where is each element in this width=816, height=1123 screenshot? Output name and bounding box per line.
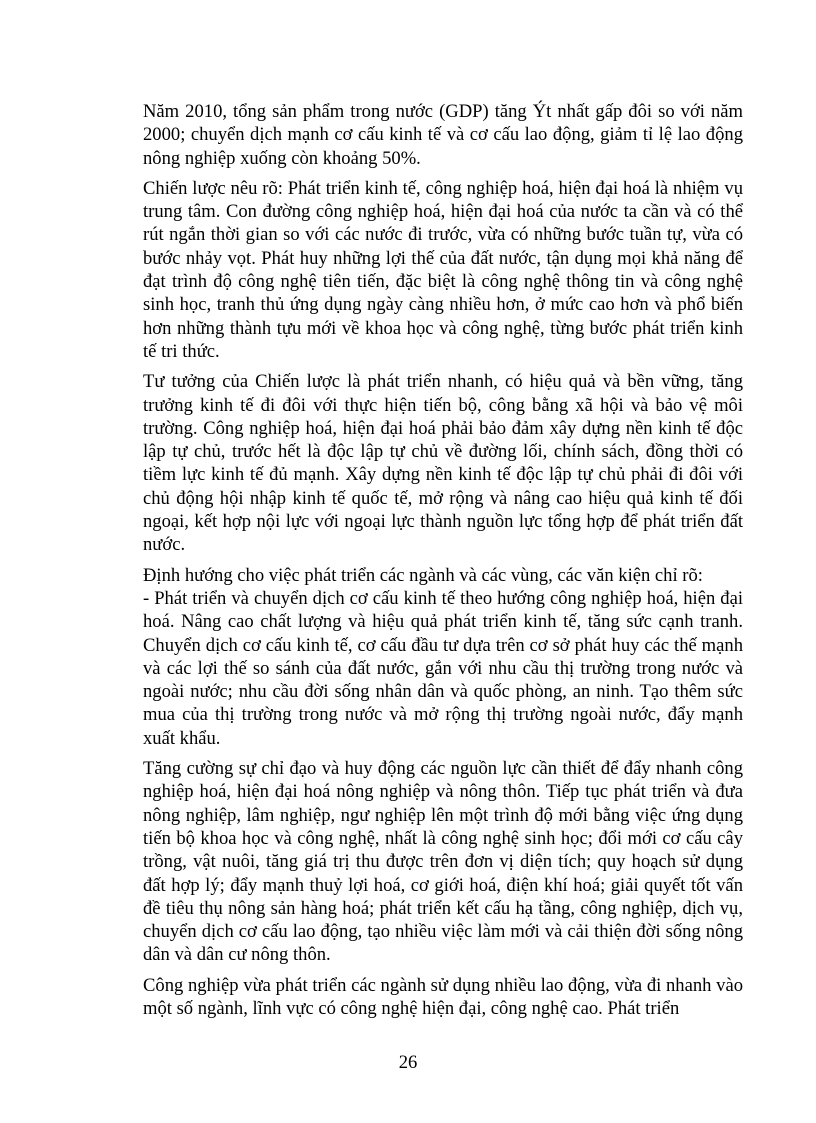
paragraph-industry: Công nghiệp vừa phát triển các ngành sử dụng nhiều lao động, vừa đi nhanh vào một số ngành, lĩnh vực có công nghệ hiện đại, công nghệ cao. Phát triển xyxy=(143,974,743,1019)
paragraph-strategy-industrialization: Chiến lược nêu rõ: Phát triển kinh tế, công nghiệp hoá, hiện đại hoá là nhiệm vụ trung tâm. Con đường công nghiệp hoá, hiện đại hoá của nước ta cần và có thể rút ngắn thời gian so với các nước đi trước, vừa có những bước tuần tự, vừa có bước nhảy vọt. Phát huy những lợi thế của đất nước, tận dụng mọi khả năng để đạt trình độ công nghệ tiên tiến, đặc biệt là công nghệ thông tin và công nghệ sinh học, tranh thủ ứng dụng ngày càng nhiều hơn, ở mức cao hơn và phổ biến hơn những thành tựu mới về khoa học và công nghệ, từng bước phát triển kinh tế tri thức. xyxy=(143,177,743,362)
paragraph-economic-restructuring: - Phát triển và chuyển dịch cơ cấu kinh tế theo hướng công nghiệp hoá, hiện đại hoá. Nâng cao chất lượng và hiệu quả phát triển kinh tế, tăng sức cạnh tranh. Chuyển dịch cơ cấu kinh tế, cơ cấu đầu tư dựa trên cơ sở phát huy các thế mạnh và các lợi thế so sánh của đất nước, gắn với nhu cầu thị trường trong nước và ngoài nước; nhu cầu đời sống nhân dân và quốc phòng, an ninh. Tạo thêm sức mua của thị trường trong nước và mở rộng thị trường ngoài nước, đẩy mạnh xuất khẩu. xyxy=(143,587,743,749)
paragraph-gdp-2010: Năm 2010, tổng sản phẩm trong nước (GDP) tăng Ýt nhất gấp đôi so với năm 2000; chuyển dịch mạnh cơ cấu kinh tế và cơ cấu lao động, giảm tỉ lệ lao động nông nghiệp xuống còn khoảng 50%. xyxy=(143,101,743,169)
page-number: 26 xyxy=(398,1052,418,1073)
paragraph-strategy-ideology: Tư tưởng của Chiến lược là phát triển nhanh, có hiệu quả và bền vững, tăng trưởng kinh tế đi đôi với thực hiện tiến bộ, công bằng xã hội và bảo vệ môi trường. Công nghiệp hoá, hiện đại hoá phải bảo đảm xây dựng nền kinh tế độc lập tự chủ, trước hết là độc lập tự chủ về đường lối, chính sách, đồng thời có tiềm lực kinh tế đủ mạnh. Xây dựng nền kinh tế độc lập tự chủ phải đi đôi với chủ động hội nhập kinh tế quốc tế, mở rộng và nâng cao hiệu quả kinh tế đối ngoại, kết hợp nội lực với ngoại lực thành nguồn lực tổng hợp để phát triển đất nước. xyxy=(143,371,743,556)
body-text xyxy=(143,100,743,1027)
paragraph-orientation-intro: Định hướng cho việc phát triển các ngành và các vùng, các văn kiện chỉ rõ: xyxy=(143,564,703,586)
paragraph-agriculture-rural: Tăng cường sự chỉ đạo và huy động các nguồn lực cần thiết để đẩy nhanh công nghiệp hoá, hiện đại hoá nông nghiệp và nông thôn. Tiếp tục phát triển và đưa nông nghiệp, lâm nghiệp, ngư nghiệp lên một trình độ mới bằng việc ứng dụng tiến bộ khoa học và công nghệ, nhất là công nghệ sinh học; đổi mới cơ cấu cây trồng, vật nuôi, tăng giá trị thu được trên đơn vị diện tích; quy hoạch sử dụng đất hợp lý; đẩy mạnh thuỷ lợi hoá, cơ giới hoá, điện khí hoá; giải quyết tốt vấn đề tiêu thụ nông sản hàng hoá; phát triển kết cấu hạ tầng, công nghiệp, dịch vụ, chuyển dịch cơ cấu lao động, tạo nhiều việc làm mới và cải thiện đời sống nông dân và dân cư nông thôn. xyxy=(143,758,743,966)
